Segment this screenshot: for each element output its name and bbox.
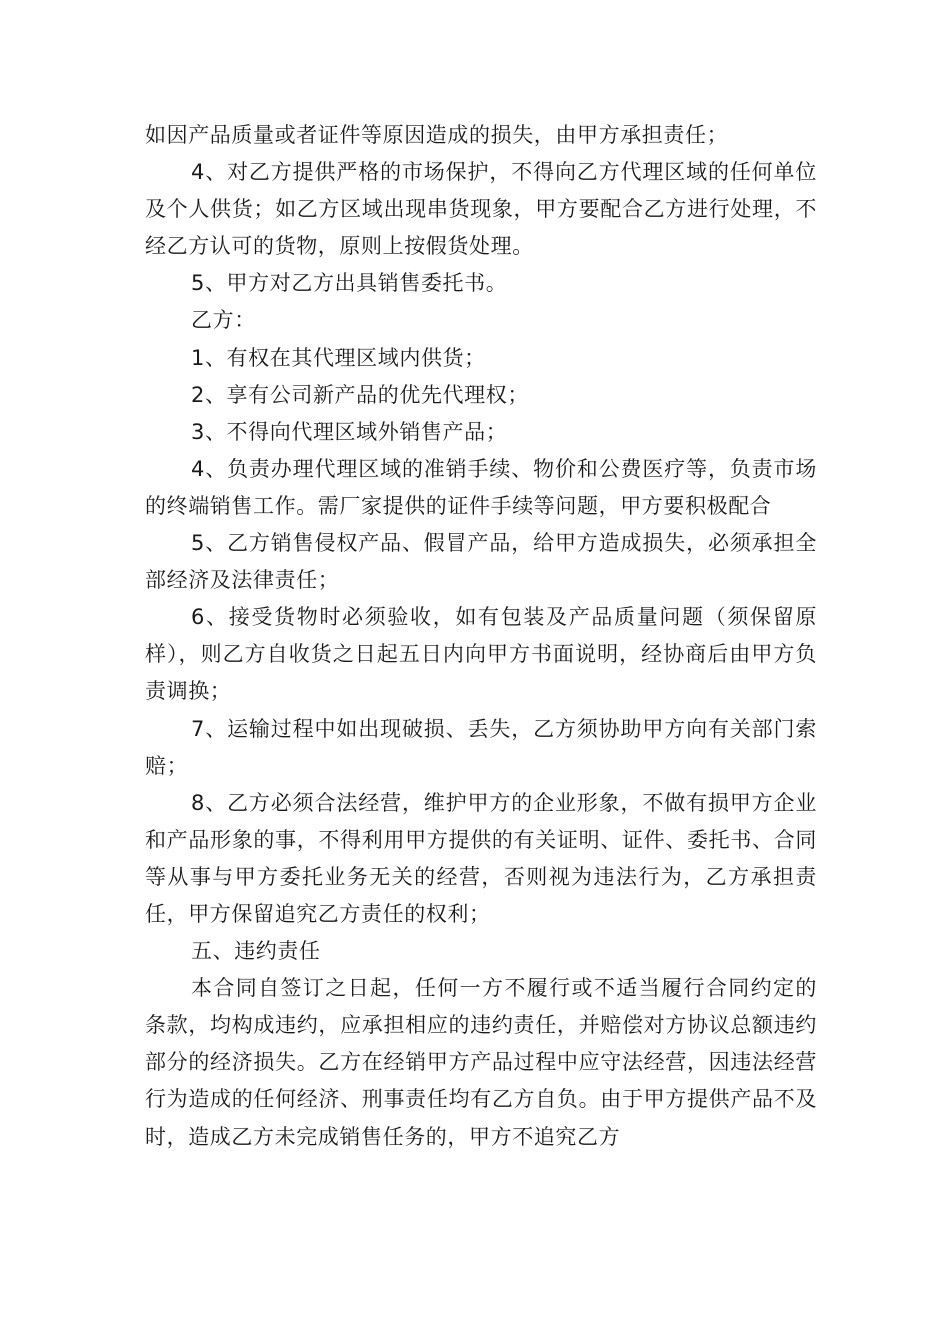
- paragraph-party-b-item-5: 5、乙方销售侵权产品、假冒产品，给甲方造成损失，必须承担全部经济及法律责任；: [145, 531, 817, 593]
- paragraph-party-b-item-8: 8、乙方必须合法经营，维护甲方的企业形象，不做有损甲方企业和产品形象的事，不得利用甲方提供的有关证明、证件、委托书、合同等从事与甲方委托业务无关的经营，否则视为违法行为，乙方承担责任，甲方保留追究乙方责任的权利；: [145, 790, 817, 926]
- document-body: [145, 117, 817, 1156]
- paragraph-loss-liability: 如因产品质量或者证件等原因造成的损失，由甲方承担责任；: [145, 123, 729, 147]
- heading-party-b: 乙方：: [191, 308, 256, 333]
- paragraph-party-b-item-4: 4、负责办理代理区域的准销手续、物价和公费医疗等，负责市场的终端销售工作。需厂家提供的证件手续等问题，甲方要积极配合: [145, 456, 817, 518]
- paragraph-party-a-item-4: 4、对乙方提供严格的市场保护，不得向乙方代理区域的任何单位及个人供货；如乙方区域出现串货现象，甲方要配合乙方进行处理，不经乙方认可的货物，原则上按假货处理。: [145, 160, 817, 259]
- paragraph-party-a-item-5: 5、甲方对乙方出具销售委托书。: [191, 271, 508, 296]
- paragraph-party-b-item-6: 6、接受货物时必须验收，如有包装及产品质量问题（须保留原样），则乙方自收货之日起五日内向甲方书面说明，经协商后由甲方负责调换；: [145, 605, 817, 704]
- paragraph-party-b-item-7: 7、运输过程中如出现破损、丢失，乙方须协助甲方向有关部门索赔；: [145, 716, 817, 778]
- section-heading-breach-liability: 五、违约责任: [191, 939, 321, 964]
- paragraph-party-b-item-3: 3、不得向代理区域外销售产品；: [191, 419, 508, 444]
- paragraph-party-b-item-1: 1、有权在其代理区域内供货；: [191, 345, 486, 370]
- paragraph-breach-liability: 本合同自签订之日起，任何一方不履行或不适当履行合同约定的条款，均构成违约，应承担相应的违约责任，并赔偿对方协议总额违约部分的经济损失。乙方在经销甲方产品过程中应守法经营，因违法经营行为造成的任何经济、刑事责任均有乙方自负。由于甲方提供产品不及时，造成乙方未完成销售任务的，甲方不追究乙方: [145, 976, 817, 1149]
- paragraph-party-b-item-2: 2、享有公司新产品的优先代理权；: [191, 382, 529, 407]
